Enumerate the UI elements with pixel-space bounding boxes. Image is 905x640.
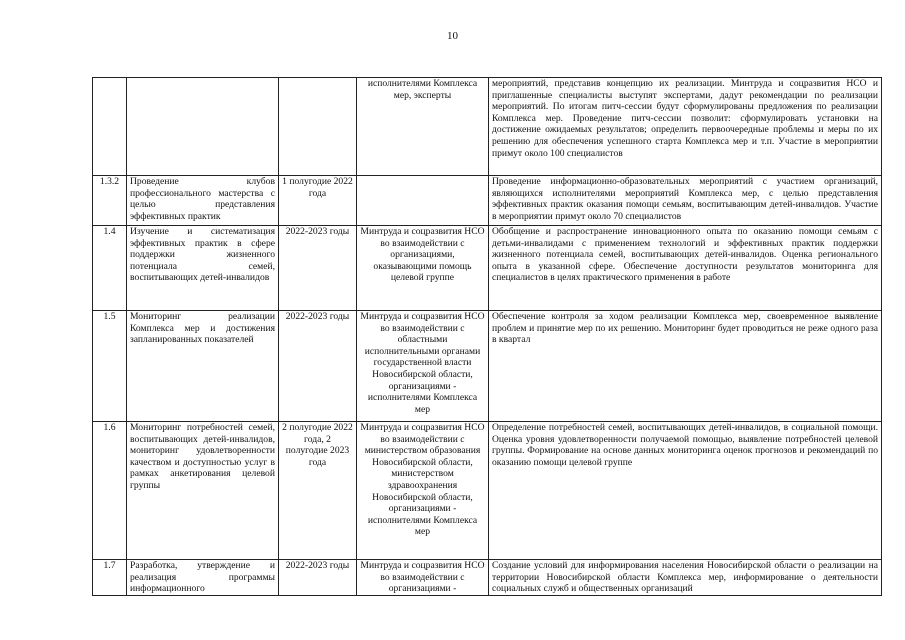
measure-executors: исполнителями Комплекса мер, эксперты bbox=[357, 78, 489, 176]
measure-result: Проведение информационно-образовательных мероприятий с участием организаций, являющихся исполнителями мероприятий Комплекса мер, с целью представления эффективных практик оказания помощи семьям, воспитывающим детей-инвалидов. Участие в мероприятии примут около 70 специалистов bbox=[489, 176, 882, 226]
row-number bbox=[93, 78, 127, 176]
measure-result: Создание условий для информирования населения Новосибирской области о реализации на территории Новосибирской области Комплекса мер, информирование о деятельности социальных служб и общественных организаций bbox=[489, 560, 882, 596]
page-number: 10 bbox=[447, 30, 458, 42]
table-row bbox=[93, 78, 882, 176]
measure-term: 2 полугодие 2022 года, 2 полугодие 2023 года bbox=[279, 422, 357, 560]
measure-executors: Минтруда и соцразвития НСО во взаимодействии с министерством образования Новосибирской области, министерством здравоохранения Новосибирской области, организациями - исполнителями Комплекса мер bbox=[357, 422, 489, 560]
measure-result: мероприятий, представив концепцию их реализации. Минтруда и соцразвития НСО и приглашенные специалисты выступят экспертами, дадут рекомендации по реализации мероприятий. По итогам питч-сессии будут сформулированы предложения по реализации Комплекса мер. Проведение питч-сессии позволит: сформулировать установки на достижение ожидаемых результатов; определить первоочередные проблемы и меры по их решению для обеспечения успешного старта Комплекса мер и т.п. Участие в мероприятии примут около 100 специалистов bbox=[489, 78, 882, 176]
measure-term bbox=[279, 78, 357, 176]
measure-executors: Минтруда и соцразвития НСО во взаимодействии с организациями, оказывающими помощь целевой группе bbox=[357, 226, 489, 311]
measure-executors bbox=[357, 176, 489, 226]
measure-result: Определение потребностей семей, воспитывающих детей-инвалидов, в социальной помощи. Оценка уровня удовлетворенности получаемой помощью, выявление потребностей целевой группы. Формирование на основе данных мониторинга оценок прогнозов и рекомендаций по оказанию помощи целевой группе bbox=[489, 422, 882, 560]
row-number: 1.5 bbox=[93, 311, 127, 422]
measure-executors: Минтруда и соцразвития НСО во взаимодействии с областными исполнительными органами государственной власти Новосибирской области, организациями - исполнителями Комплекса мер bbox=[357, 311, 489, 422]
measures-table bbox=[92, 77, 882, 596]
table-row bbox=[93, 560, 882, 596]
row-number: 1.4 bbox=[93, 226, 127, 311]
measure-name: Разработка, утверждение и реализация программы информационного bbox=[127, 560, 279, 596]
row-number: 1.6 bbox=[93, 422, 127, 560]
table-row bbox=[93, 422, 882, 560]
measure-name: Проведение клубов профессионального мастерства с целью представления эффективных практик bbox=[127, 176, 279, 226]
measure-term: 1 полугодие 2022 года bbox=[279, 176, 357, 226]
table-row bbox=[93, 311, 882, 422]
measure-term: 2022-2023 годы bbox=[279, 311, 357, 422]
row-number: 1.7 bbox=[93, 560, 127, 596]
table-row bbox=[93, 226, 882, 311]
measure-result: Обобщение и распространение инновационного опыта по оказанию помощи семьям с детьми-инвалидами с применением технологий и эффективных практик поддержки жизненного потенциала семей, воспитывающих детей-инвалидов. Оценка регионального опыта в указанной сфере. Обеспечение доступности результатов мониторинга для специалистов в целях практического применения в работе bbox=[489, 226, 882, 311]
measure-executors: Минтруда и соцразвития НСО во взаимодействии с организациями - bbox=[357, 560, 489, 596]
measure-name: Мониторинг реализации Комплекса мер и достижения запланированных показателей bbox=[127, 311, 279, 422]
table-row bbox=[93, 176, 882, 226]
measure-result: Обеспечение контроля за ходом реализации Комплекса мер, своевременное выявление проблем и принятие мер по их решению. Мониторинг будет проводиться не реже одного раза в квартал bbox=[489, 311, 882, 422]
measure-term: 2022-2023 годы bbox=[279, 560, 357, 596]
measure-name bbox=[127, 78, 279, 176]
measure-name: Мониторинг потребностей семей, воспитывающих детей-инвалидов, мониторинг удовлетворенности качеством и доступностью услуг в рамках анкетирования целевой группы bbox=[127, 422, 279, 560]
measure-term: 2022-2023 годы bbox=[279, 226, 357, 311]
measure-name: Изучение и систематизация эффективных практик в сфере поддержки жизненного потенциала семей, воспитывающих детей-инвалидов bbox=[127, 226, 279, 311]
row-number: 1.3.2 bbox=[93, 176, 127, 226]
